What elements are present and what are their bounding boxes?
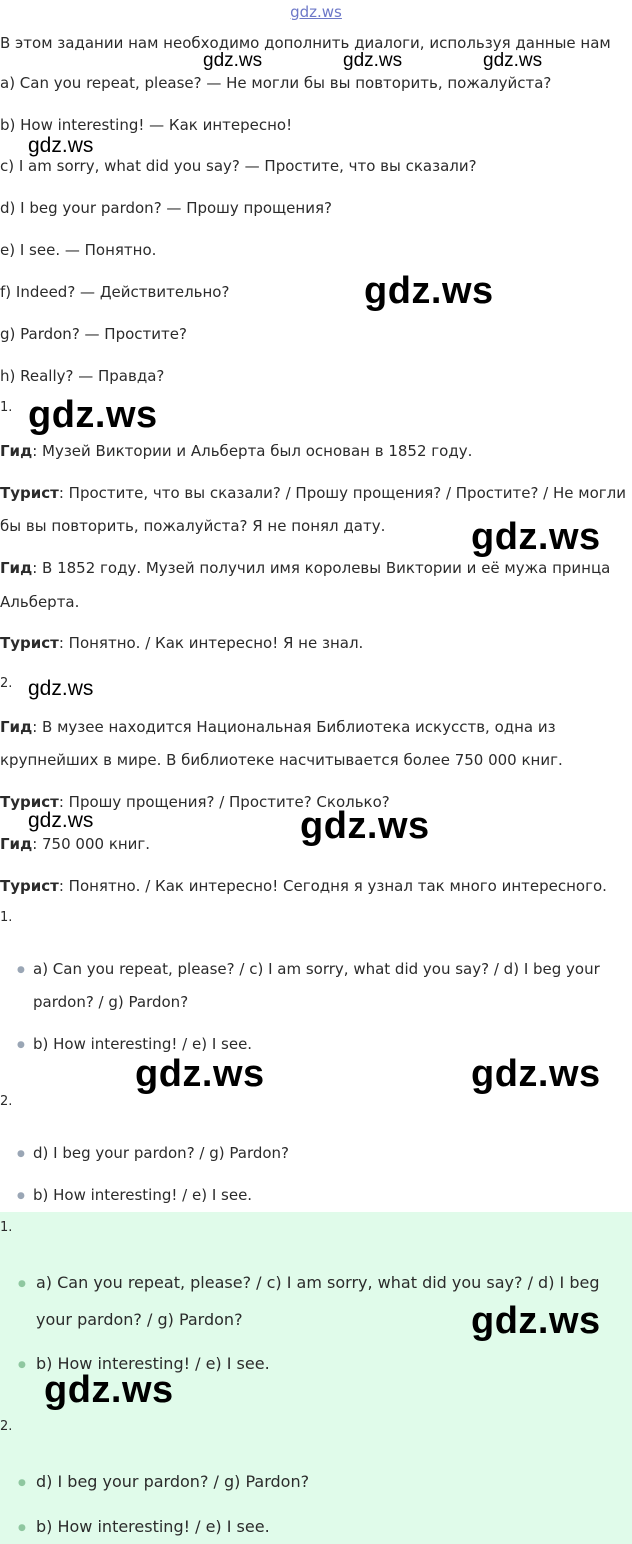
dialogue-1-line-2: Турист: Простите, что вы сказали? / Прошу прощения? / Простите? / Не могли [0, 484, 626, 502]
speaker-label: Турист [0, 877, 59, 895]
watermark: gdz.ws [483, 50, 543, 71]
watermark: gdz.ws [300, 805, 430, 847]
answer-1-number: 1. [0, 910, 13, 925]
phrase-g: g) Pardon? — Простите? [0, 325, 187, 343]
watermark: gdz.ws [471, 516, 601, 558]
highlight-1-item-1-cont: your pardon? / g) Pardon? [36, 1310, 243, 1329]
watermark: gdz.ws [471, 1300, 601, 1342]
dialogue-1-number: 1. [0, 400, 13, 415]
bullet-icon: ● [17, 1149, 25, 1159]
answer-1-item-1: a) Can you repeat, please? / c) I am sorry, what did you say? / d) I beg your [33, 960, 600, 978]
answer-2-item-2: b) How interesting! / e) I see. [33, 1186, 253, 1204]
highlight-1-item-1: a) Can you repeat, please? / c) I am sorry, what did you say? / d) I beg [36, 1273, 600, 1292]
watermark: gdz.ws [28, 134, 94, 157]
watermark: gdz.ws [28, 394, 158, 436]
dialogue-1-line-1: Гид: Музей Виктории и Альберта был основан в 1852 году. [0, 442, 473, 460]
bullet-icon: ● [17, 1040, 25, 1050]
watermark: gdz.ws [28, 677, 94, 700]
bullet-icon: ● [18, 1279, 26, 1289]
phrase-b: b) How interesting! — Как интересно! [0, 116, 293, 134]
dialogue-2-line-4: Турист: Понятно. / Как интересно! Сегодня я узнал так много интересного. [0, 877, 607, 895]
watermark: gdz.ws [135, 1053, 265, 1095]
highlight-2-item-2: b) How interesting! / e) I see. [36, 1517, 270, 1536]
speaker-label: Гид [0, 718, 33, 736]
intro-text: В этом задании нам необходимо дополнить диалоги, используя данные нам [0, 34, 611, 52]
watermark: gdz.ws [364, 270, 494, 312]
dialogue-1-line-3-cont: Альберта. [0, 593, 80, 611]
dialogue-2-number: 2. [0, 676, 13, 691]
dialogue-2-line-2: Турист: Прошу прощения? / Простите? Сколько? [0, 793, 390, 811]
answer-1-item-1-cont: pardon? / g) Pardon? [33, 993, 189, 1011]
speaker-label: Гид [0, 559, 33, 577]
dialogue-2-line-3: Гид: 750 000 книг. [0, 835, 151, 853]
speaker-label: Турист [0, 484, 59, 502]
watermark: gdz.ws [343, 50, 403, 71]
dialogue-1-line-3: Гид: В 1852 году. Музей получил имя королевы Виктории и её мужа принца [0, 559, 611, 577]
watermark: gdz.ws [28, 809, 94, 832]
speaker-label: Гид [0, 442, 33, 460]
bullet-icon: ● [18, 1360, 26, 1370]
bullet-icon: ● [17, 965, 25, 975]
speaker-label: Турист [0, 634, 59, 652]
answer-1-item-2: b) How interesting! / e) I see. [33, 1035, 253, 1053]
highlight-2-number: 2. [0, 1419, 13, 1434]
speaker-label: Турист [0, 793, 59, 811]
bullet-icon: ● [18, 1523, 26, 1533]
watermark: gdz.ws [203, 50, 263, 71]
answer-2-item-1: d) I beg your pardon? / g) Pardon? [33, 1144, 290, 1162]
phrase-d: d) I beg your pardon? — Прошу прощения? [0, 199, 332, 217]
dialogue-1-line-2-cont: бы вы повторить, пожалуйста? Я не понял дату. [0, 517, 386, 535]
speaker-label: Гид [0, 835, 33, 853]
phrase-a: a) Can you repeat, please? — Не могли бы вы повторить, пожалуйста? [0, 74, 552, 92]
highlight-1-number: 1. [0, 1220, 13, 1235]
phrase-f: f) Indeed? — Действительно? [0, 283, 230, 301]
dialogue-2-line-1: Гид: В музее находится Национальная Библиотека искусств, одна из [0, 718, 556, 736]
phrase-h: h) Really? — Правда? [0, 367, 165, 385]
dialogue-2-line-1-cont: крупнейших в мире. В библиотеке насчитывается более 750 000 книг. [0, 751, 563, 769]
highlight-2-item-1: d) I beg your pardon? / g) Pardon? [36, 1472, 310, 1491]
dialogue-1-line-4: Турист: Понятно. / Как интересно! Я не знал. [0, 634, 364, 652]
answer-2-number: 2. [0, 1094, 13, 1109]
phrase-e: e) I see. — Понятно. [0, 241, 157, 259]
watermark: gdz.ws [44, 1369, 174, 1411]
phrase-c: c) I am sorry, what did you say? — Простите, что вы сказали? [0, 157, 477, 175]
highlight-1-item-2: b) How interesting! / e) I see. [36, 1354, 270, 1373]
watermark: gdz.ws [471, 1053, 601, 1095]
bullet-icon: ● [17, 1191, 25, 1201]
bullet-icon: ● [18, 1478, 26, 1488]
header-watermark-link[interactable]: gdz.ws [290, 3, 342, 21]
